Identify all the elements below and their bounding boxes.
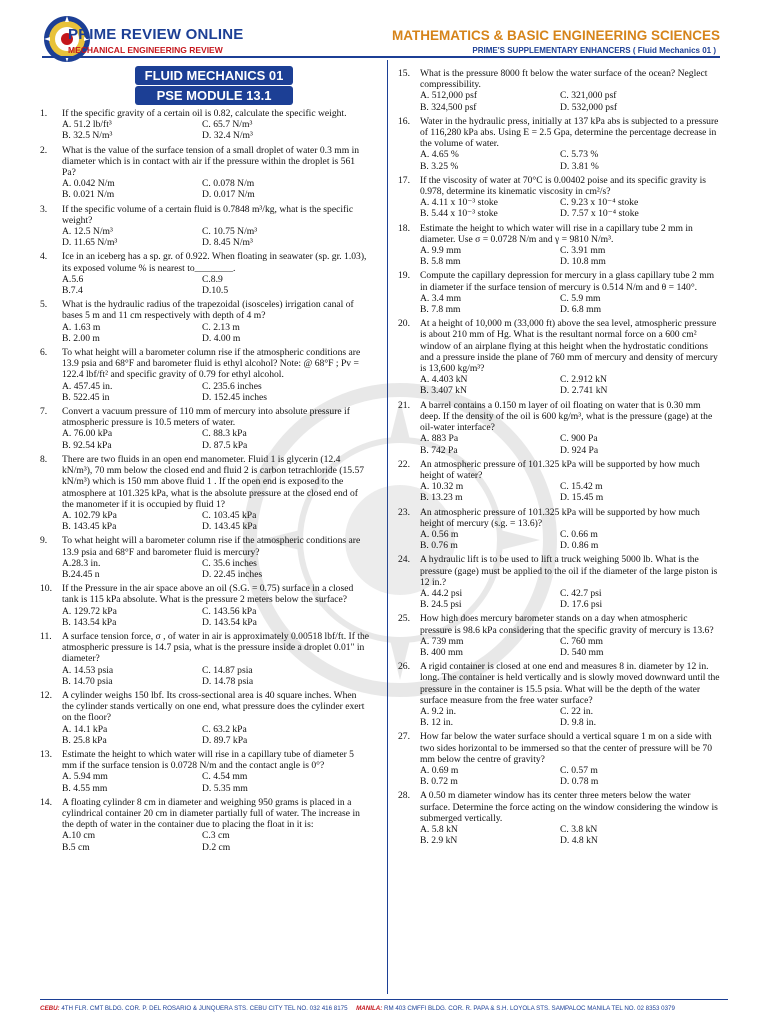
- question-number: 23.: [398, 506, 410, 518]
- answer-option: A. 12.5 N/m³: [62, 226, 113, 238]
- subject-title: MATHEMATICS & BASIC ENGINEERING SCIENCES: [391, 28, 720, 43]
- answer-option: B. 2.00 m: [62, 332, 100, 344]
- answer-option: D. 143.45 kPa: [202, 521, 257, 533]
- question-text: Ice in an iceberg has a sp. gr. of 0.922. When floating in seawater (sp. gr. 1.03), its exposed volume % is nearest to________.: [62, 251, 367, 274]
- question-number: 13.: [40, 748, 52, 760]
- question-text: Estimate the height to which water will rise in a capillary tube 2 mm in diameter. Use σ = 0.0728 N/m and γ = 9810 N/m³.: [420, 222, 693, 245]
- answer-option: D. 532,000 psf: [560, 101, 618, 113]
- answer-option: B. 92.54 kPa: [62, 439, 112, 451]
- answer-options: [62, 274, 370, 296]
- question-item: [398, 661, 720, 728]
- question-number: 17.: [398, 174, 410, 186]
- answer-option: A. 4.11 x 10⁻³ stoke: [420, 197, 498, 209]
- answer-option: D. 87.5 kPa: [202, 439, 248, 451]
- brand-title: PRIME REVIEW ONLINE: [68, 26, 244, 43]
- question-item: [398, 731, 720, 787]
- answer-option: C. 5.9 mm: [560, 292, 601, 304]
- answer-option: B.7.4: [62, 285, 83, 297]
- answer-options: [62, 724, 370, 746]
- answer-option: A. 0.56 m: [420, 528, 459, 540]
- questions-right-column: [398, 68, 720, 849]
- question-text: To what height will a barometer column rise if the atmospheric conditions are 13.9 psia and 68°F and barometer fluid is mercury?: [62, 535, 361, 558]
- answer-option: D. 4.00 m: [202, 332, 241, 344]
- answer-options: [420, 765, 720, 787]
- answer-option: C. 63.2 kPa: [202, 723, 247, 735]
- answer-option: B. 0.021 N/m: [62, 189, 115, 201]
- question-number: 20.: [398, 318, 410, 330]
- answer-option: C. 65.7 N/m³: [202, 119, 253, 131]
- question-text: At a height of 10,000 m (33,000 ft) above the sea level, atmospheric pressure is about 210 mm of Hg. What is the resultant normal force on a 600 cm² window of an airplane flying at this height when the hydrostatic conditions and a pressure inside the plane of 760 mm of mercury and density of mercury is 13,600 kg/m³?: [420, 318, 718, 375]
- answer-option: A. 5.8 kN: [420, 824, 458, 835]
- question-number: 19.: [398, 270, 410, 282]
- question-number: 26.: [398, 661, 410, 673]
- question-text: If the Pressure in the air space above an oil (S.G. = 0.75) surface in a closed tank is 115 kPa absolute. What is the pressure 2 meters below the surface?: [62, 583, 354, 606]
- answer-options: [420, 636, 720, 658]
- question-text: Convert a vacuum pressure of 110 mm of mercury into absolute pressure if atmospheric pressure is 10.5 meters of water.: [62, 406, 350, 429]
- question-text: A rigid container is closed at one end and measures 8 in. diameter by 12 in. long. The container is held vertically and is slowly moved downward until the pressure in the container is 15.5 psia. What will be the depth of the water surface measure from the free water surface?: [420, 661, 720, 706]
- answer-options: [62, 178, 370, 200]
- question-item: [398, 68, 720, 113]
- answer-option: C. 42.7 psi: [560, 587, 602, 599]
- question-item: [398, 790, 720, 846]
- question-text: To what height will a barometer column rise if the atmospheric conditions are 13.9 psia and 68°F and barometer fluid is ethyl alcohol? Note: @ 68°F ; Pv = 122.4 lbf/ft² and specific gravity of 0.79 for ethyl alcohol.: [62, 347, 361, 381]
- question-text: If the specific volume of a certain fluid is 0.7848 m³/kg, what is the specific weight?: [62, 203, 354, 226]
- answer-option: C. 35.6 inches: [202, 557, 257, 569]
- answer-options: [420, 824, 720, 846]
- answer-option: C.3 cm: [202, 830, 230, 842]
- answer-option: B. 12 in.: [420, 717, 454, 729]
- answer-options: [420, 433, 720, 455]
- question-item: [398, 400, 720, 456]
- answer-option: C. 9.23 x 10⁻⁴ stoke: [560, 197, 639, 209]
- answer-options: [62, 558, 370, 580]
- answer-option: D. 0.86 m: [560, 540, 599, 552]
- question-number: 2.: [40, 144, 48, 156]
- footer-manila-label: MANILA:: [356, 1005, 383, 1012]
- answer-options: [420, 90, 720, 112]
- question-number: 22.: [398, 458, 410, 470]
- answer-option: A. 1.63 m: [62, 321, 101, 333]
- question-number: 11.: [40, 630, 52, 642]
- question-text: A surface tension force, σ , of water in air is approximately 0.00518 lbf/ft. If the atmospheric pressure is 14.7 psia, what is the pressure inside a droplet 0.01" in diameter?: [62, 630, 370, 665]
- answer-option: B. 3.407 kN: [420, 385, 467, 397]
- footer: [40, 1005, 728, 1012]
- question-number: 27.: [398, 731, 410, 743]
- question-text: How high does mercury barometer stands on a day when atmospheric pressure is 98.6 kPa considering that the specific gravity of mercury is 13.6?: [420, 613, 714, 636]
- answer-option: A. 457.45 in.: [62, 380, 113, 392]
- question-number: 3.: [40, 203, 48, 215]
- answer-option: B. 25.8 kPa: [62, 734, 107, 746]
- answer-option: D. 540 mm: [560, 646, 604, 658]
- answer-option: B. 24.5 psi: [420, 599, 462, 611]
- answer-option: A. 51.2 lb/ft³: [62, 119, 112, 131]
- question-item: [40, 454, 370, 532]
- answer-option: A. 14.53 psia: [62, 664, 114, 676]
- answer-option: A.5.6: [62, 273, 84, 285]
- question-text: If the specific gravity of a certain oil is 0.82, calculate the specific weight.: [62, 108, 347, 119]
- footer-divider: [40, 999, 728, 1000]
- answer-option: A. 0.042 N/m: [62, 178, 115, 190]
- question-text: How far below the water surface should a vertical square 1 m on a side with two sides horizontal to be immersed so that the center of pressure will be 70 mm below the centre of gravity?: [420, 731, 713, 765]
- answer-option: A. 0.69 m: [420, 764, 459, 776]
- questions-left-column: [40, 108, 370, 856]
- answer-option: A. 3.4 mm: [420, 292, 462, 304]
- question-text: A barrel contains a 0.150 m layer of oil floating on water that is 0.30 mm deep. If the density of the oil is 600 kg/m³, what is the pressure (gage) at the oil-water interface?: [420, 399, 713, 434]
- answer-option: D. 143.54 kPa: [202, 616, 257, 628]
- answer-option: A. 9.9 mm: [420, 245, 462, 257]
- module-subtitle: PSE MODULE 13.1: [135, 86, 293, 105]
- answer-option: D. 14.78 psia: [202, 675, 254, 687]
- answer-option: C. 143.56 kPa: [202, 605, 257, 617]
- answer-option: B. 13.23 m: [420, 492, 463, 504]
- answer-options: [62, 771, 370, 793]
- question-item: [40, 108, 370, 142]
- answer-option: C. 5.73 %: [560, 149, 599, 161]
- question-text: What is the hydraulic radius of the trapezoidal (isosceles) irrigation canal of bases 5 m and 11 cm respectively with depth of 4 m?: [62, 299, 354, 322]
- answer-options: [420, 529, 720, 551]
- answer-option: B. 522.45 in: [62, 391, 110, 403]
- question-number: 16.: [398, 115, 410, 127]
- answer-option: D. 89.7 kPa: [202, 734, 248, 746]
- answer-option: C. 15.42 m: [560, 481, 603, 493]
- answer-option: C. 88.3 kPa: [202, 428, 247, 440]
- answer-options: [420, 293, 720, 315]
- answer-option: B.24.45 n: [62, 568, 100, 580]
- answer-option: D. 8.45 N/m³: [202, 237, 253, 249]
- answer-option: A. 44.2 psi: [420, 587, 463, 599]
- subject-subtitle: PRIME'S SUPPLEMENTARY ENHANCERS ( Fluid Mechanics 01 ): [472, 46, 716, 55]
- question-number: 18.: [398, 222, 410, 234]
- answer-options: [420, 149, 720, 171]
- question-item: [40, 145, 370, 201]
- answer-option: D.2 cm: [202, 841, 231, 853]
- answer-option: C. 321,000 psf: [560, 90, 617, 102]
- answer-option: B. 5.44 x 10⁻³ stoke: [420, 208, 498, 220]
- question-number: 8.: [40, 453, 48, 465]
- question-item: [398, 175, 720, 220]
- answer-options: [420, 588, 720, 610]
- answer-options: [62, 428, 370, 450]
- answer-option: A. 883 Pa: [420, 433, 459, 445]
- answer-option: C.8.9: [202, 273, 223, 285]
- answer-option: C. 3.91 mm: [560, 245, 606, 257]
- answer-option: A. 10.32 m: [420, 481, 464, 493]
- answer-option: B. 143.45 kPa: [62, 521, 117, 533]
- answer-option: B. 0.76 m: [420, 540, 458, 552]
- question-item: [40, 406, 370, 451]
- question-item: [40, 347, 370, 403]
- answer-options: [420, 481, 720, 503]
- answer-option: C. 235.6 inches: [202, 380, 262, 392]
- answer-option: C. 103.45 kPa: [202, 509, 257, 521]
- answer-option: B. 2.9 kN: [420, 835, 458, 847]
- question-number: 28.: [398, 790, 410, 802]
- answer-option: D. 152.45 inches: [202, 391, 268, 403]
- question-item: [398, 554, 720, 610]
- answer-option: A. 739 mm: [420, 635, 464, 647]
- answer-option: C. 760 mm: [560, 635, 603, 647]
- module-title: FLUID MECHANICS 01: [135, 66, 293, 85]
- answer-option: C. 2.912 kN: [560, 374, 607, 386]
- question-item: [398, 459, 720, 504]
- answer-options: [62, 226, 370, 248]
- answer-option: D. 7.57 x 10⁻⁴ stoke: [560, 208, 639, 220]
- answer-option: D. 5.35 mm: [202, 782, 248, 794]
- answer-option: D. 9.8 in.: [560, 717, 596, 729]
- question-number: 15.: [398, 68, 410, 79]
- answer-options: [62, 322, 370, 344]
- answer-option: B. 742 Pa: [420, 444, 458, 456]
- question-item: [40, 690, 370, 746]
- question-text: What is the pressure 8000 ft below the water surface of the ocean? Neglect compressibility.: [420, 68, 708, 91]
- answer-option: B. 4.55 mm: [62, 782, 108, 794]
- answer-option: B. 7.8 mm: [420, 304, 461, 316]
- answer-option: D. 0.017 N/m: [202, 189, 255, 201]
- answer-option: B. 400 mm: [420, 646, 463, 658]
- answer-option: C. 2.13 m: [202, 321, 240, 333]
- answer-option: C. 10.75 N/m³: [202, 226, 258, 238]
- question-item: [398, 318, 720, 396]
- question-number: 21.: [398, 399, 410, 411]
- answer-option: A. 14.1 kPa: [62, 723, 108, 735]
- question-number: 12.: [40, 689, 52, 701]
- answer-option: A. 4.403 kN: [420, 374, 468, 386]
- answer-option: C. 0.078 N/m: [202, 178, 255, 190]
- question-item: [40, 535, 370, 580]
- answer-option: A. 76.00 kPa: [62, 428, 113, 440]
- answer-option: C. 900 Pa: [560, 433, 598, 445]
- answer-option: B. 5.8 mm: [420, 256, 461, 268]
- question-text: An atmospheric pressure of 101.325 kPa will be supported by how much height of water?: [420, 458, 700, 481]
- answer-option: B. 324,500 psf: [420, 101, 477, 113]
- question-number: 1.: [40, 108, 48, 119]
- answer-option: B. 143.54 kPa: [62, 616, 117, 628]
- question-number: 4.: [40, 251, 48, 263]
- answer-options: [420, 197, 720, 219]
- question-item: [398, 270, 720, 315]
- answer-option: C. 3.8 kN: [560, 824, 598, 835]
- answer-option: B. 14.70 psia: [62, 675, 113, 687]
- answer-option: C. 22 in.: [560, 705, 594, 717]
- question-item: [40, 204, 370, 249]
- question-number: 6.: [40, 347, 48, 359]
- answer-option: A. 5.94 mm: [62, 771, 108, 783]
- header-divider: [42, 56, 720, 58]
- answer-option: D. 15.45 m: [560, 492, 604, 504]
- answer-options: [62, 665, 370, 687]
- question-text: Compute the capillary depression for mercury in a glass capillary tube 2 mm in diameter if the surface tension of mercury is 0.514 N/m and θ = 140°.: [420, 270, 715, 293]
- question-text: Estimate the height to which water will rise in a capillary tube of diameter 5 mm if the surface tension is 0.0728 N/m and the contact angle is 0°?: [62, 748, 354, 772]
- answer-option: A.10 cm: [62, 830, 96, 842]
- question-text: What is the value of the surface tension of a small droplet of water 0.3 mm in diameter which is in contact with air if the pressure within the droplet is 561 Pa?: [62, 144, 360, 179]
- answer-option: A. 102.79 kPa: [62, 509, 117, 521]
- answer-options: [62, 119, 370, 141]
- answer-options: [62, 510, 370, 532]
- question-text: A hydraulic lift is to be used to lift a truck weighing 5000 lb. What is the pressure (gage) must be applied to the oil if the diameter of the large piston is 12 in.?: [420, 554, 718, 588]
- question-item: [40, 299, 370, 344]
- answer-option: C. 4.54 mm: [202, 771, 248, 783]
- question-item: [398, 613, 720, 658]
- question-item: [398, 223, 720, 268]
- answer-option: C. 0.57 m: [560, 764, 598, 776]
- answer-option: D. 6.8 mm: [560, 304, 602, 316]
- question-text: A 0.50 m diameter window has its center three meters below the water surface. Determine the force acting on the window considering the window is submerged vertically.: [420, 790, 718, 824]
- question-text: An atmospheric pressure of 101.325 kPa will be supported by how much height of mercury (s.g. = 13.6)?: [420, 506, 700, 529]
- answer-option: B. 0.72 m: [420, 776, 458, 788]
- question-item: [40, 749, 370, 794]
- answer-option: D. 2.741 kN: [560, 385, 608, 397]
- answer-option: D. 3.81 %: [560, 160, 599, 172]
- question-text: There are two fluids in an open end manometer. Fluid 1 is glycerin (12.4 kN/m³), 70 mm below the closed end and fluid 2 is carbon tetrachloride (15.57 kN/m³) which is 150 mm above fluid 1 . If the open end is exposed to the atmosphere at 101.325 kPa, what is the absolute pressure at the closed end of the manometer if it is occupied by fluid 1?: [62, 453, 365, 510]
- question-item: [398, 507, 720, 552]
- answer-options: [62, 606, 370, 628]
- footer-manila-address: RM 403 CMFFI BLDG. COR. R. PAPA & S.H. LOYOLA STS. SAMPALOC MANILA TEL NO. 02 8353 0379: [384, 1005, 675, 1012]
- answer-option: A. 512,000 psf: [420, 90, 478, 102]
- question-number: 24.: [398, 554, 410, 566]
- question-item: [398, 116, 720, 172]
- answer-option: D. 4.8 kN: [560, 835, 598, 847]
- answer-option: B. 3.25 %: [420, 160, 459, 172]
- answer-option: C. 0.66 m: [560, 528, 598, 540]
- answer-option: A. 129.72 kPa: [62, 605, 117, 617]
- question-text: A cylinder weighs 150 lbf. Its cross-sectional area is 40 square inches. When the cylinder stands vertically on one end, what pressure does the cylinder exert on the floor?: [62, 689, 365, 724]
- question-item: [40, 251, 370, 296]
- answer-options: [62, 830, 370, 852]
- answer-options: [420, 706, 720, 728]
- answer-options: [420, 245, 720, 267]
- footer-cebu-address: 4TH FLR. CMT BLDG. COR. P. DEL ROSARIO & JUNQUERA STS. CEBU CITY TEL NO. 032 416 8175: [61, 1005, 348, 1012]
- answer-option: A. 9.2 in.: [420, 705, 456, 717]
- answer-option: D. 22.45 inches: [202, 568, 263, 580]
- question-item: [40, 583, 370, 628]
- answer-option: A.28.3 in.: [62, 557, 101, 569]
- brand-subtitle: MECHANICAL ENGINEERING REVIEW: [68, 45, 223, 55]
- question-number: 10.: [40, 583, 52, 595]
- question-item: [40, 631, 370, 687]
- answer-options: [62, 381, 370, 403]
- answer-option: D. 17.6 psi: [560, 599, 603, 611]
- answer-option: D. 32.4 N/m³: [202, 130, 253, 142]
- question-number: 14.: [40, 796, 52, 808]
- answer-option: D. 10.8 mm: [560, 256, 606, 268]
- question-number: 7.: [40, 406, 48, 418]
- answer-option: D. 0.78 m: [560, 776, 599, 788]
- question-number: 9.: [40, 535, 48, 547]
- question-text: If the viscosity of water at 70°C is 0.00402 poise and its specific gravity is 0.978, determine its kinematic viscosity in cm²/s?: [420, 174, 706, 198]
- question-number: 25.: [398, 613, 410, 625]
- question-text: A floating cylinder 8 cm in diameter and weighing 950 grams is placed in a cylindrical container 20 cm in diameter partially full of water. The increase in the depth of water in the container due to placing the float in it is:: [62, 796, 360, 831]
- question-number: 5.: [40, 299, 48, 311]
- answer-option: B. 32.5 N/m³: [62, 130, 113, 142]
- question-item: [40, 797, 370, 853]
- answer-option: B.5 cm: [62, 841, 90, 853]
- answer-option: D. 11.65 N/m³: [62, 237, 118, 249]
- answer-option: A. 4.65 %: [420, 149, 459, 161]
- question-text: Water in the hydraulic press, initially at 137 kPa abs is subjected to a pressure of 116,280 kPa abs. Using E = 2.5 Gpa, determine the percentage decrease in the volume of water.: [420, 115, 719, 150]
- answer-option: C. 14.87 psia: [202, 664, 253, 676]
- footer-cebu-label: CEBU:: [40, 1005, 60, 1012]
- answer-options: [420, 374, 720, 396]
- answer-option: D. 924 Pa: [560, 444, 599, 456]
- answer-option: D.10.5: [202, 285, 229, 297]
